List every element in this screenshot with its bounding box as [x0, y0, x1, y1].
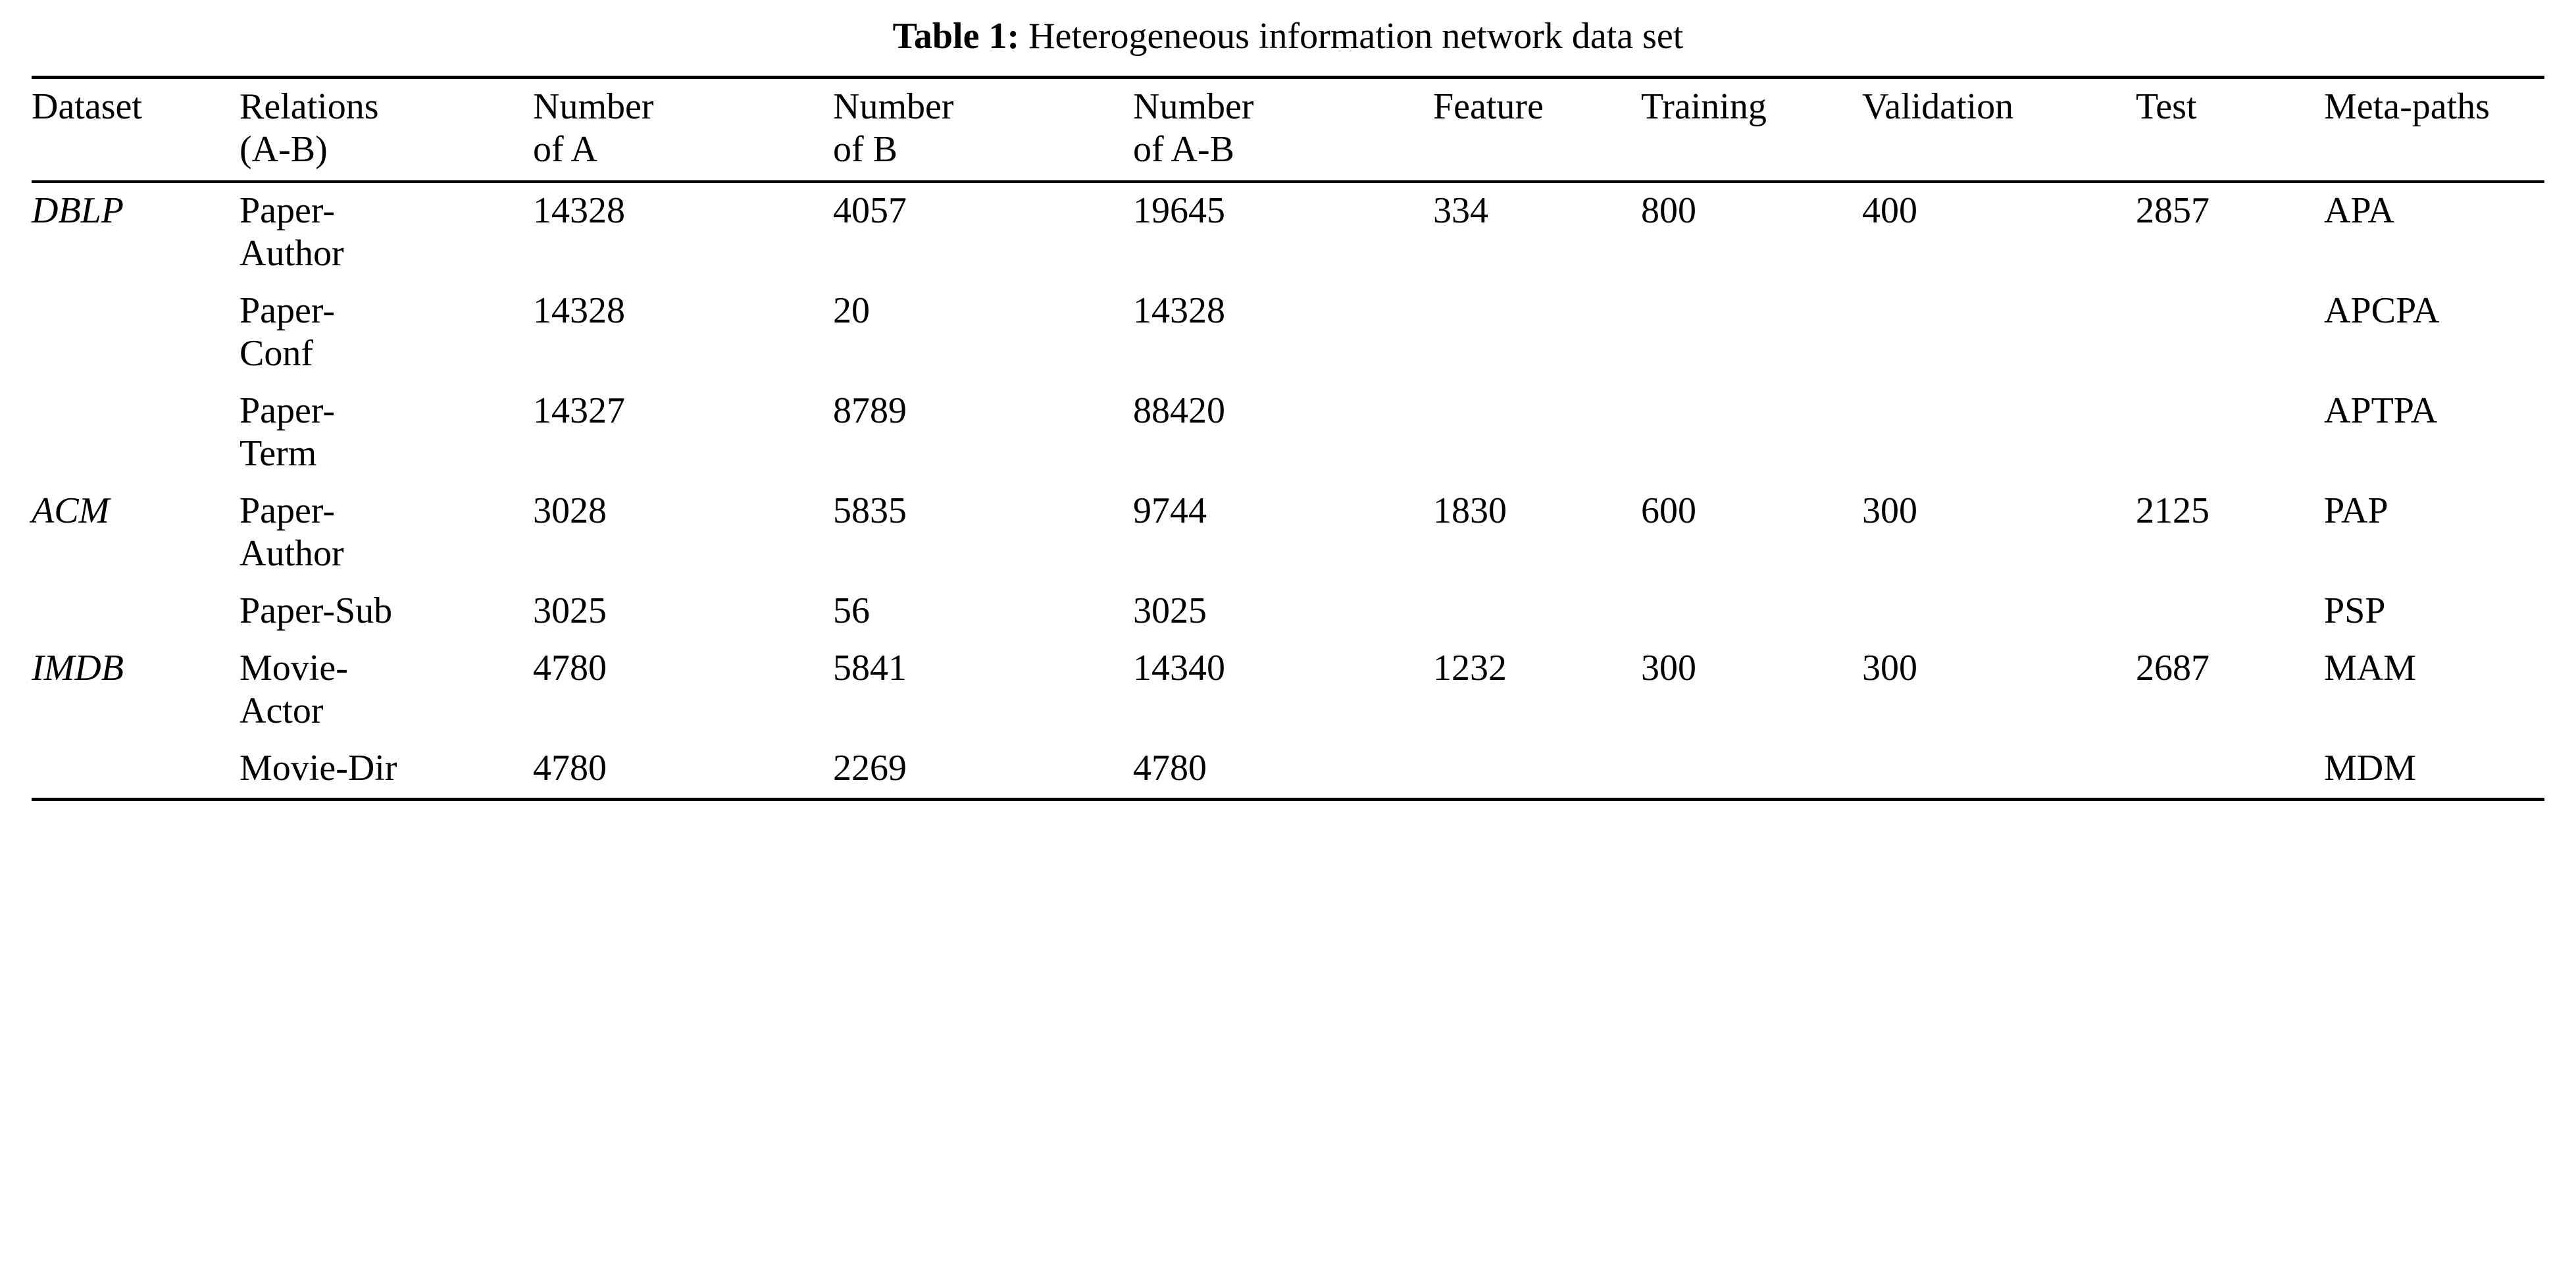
relation-line2: Author — [240, 532, 344, 574]
cell-feature: 334 — [1433, 182, 1641, 283]
cell-meta-path: MAM — [2324, 647, 2417, 688]
cell-number-of-b: 4057 — [833, 182, 1133, 283]
cell-relation — [240, 483, 533, 583]
bottom-spacer — [32, 801, 2544, 805]
cell-training: 300 — [1641, 647, 1696, 688]
cell-number-of-a: 3025 — [533, 590, 607, 631]
cell-training — [1641, 740, 1862, 798]
header-line1: Number — [833, 86, 954, 128]
cell-relation — [240, 283, 533, 383]
cell-relation — [240, 383, 533, 483]
cell-test — [2136, 283, 2324, 383]
cell-validation — [1862, 383, 2136, 483]
cell-feature — [1433, 740, 1641, 798]
header-line1: Validation — [1862, 86, 2014, 128]
cell-test — [2136, 383, 2324, 483]
cell-feature: 1830 — [1433, 490, 1507, 531]
cell-number-of-b: 8789 — [833, 390, 907, 431]
cell-number-of-a: 4780 — [533, 647, 607, 688]
cell-number-of-ab: 4780 — [1133, 747, 1207, 789]
relation-line1: Paper- — [240, 290, 336, 331]
cell-number-of-b: 2269 — [833, 747, 907, 789]
column-header-relations — [240, 78, 533, 182]
cell-relation — [240, 182, 533, 283]
cell-dataset — [32, 740, 240, 798]
cell-number-of-ab: 14340 — [1133, 647, 1225, 688]
cell-validation: 300 — [1862, 647, 1917, 688]
cell-dataset — [32, 283, 240, 383]
table-row — [32, 383, 2544, 483]
column-header-number-of-a — [533, 78, 833, 182]
header-line2: of A-B — [1133, 129, 1234, 170]
cell-number-of-b: 5841 — [833, 647, 907, 688]
table-row — [32, 583, 2544, 640]
column-header-feature — [1433, 78, 1641, 182]
cell-meta-path: PAP — [2324, 490, 2388, 531]
cell-number-of-b: 5835 — [833, 490, 907, 531]
cell-test: 2857 — [2136, 182, 2324, 283]
header-line1: Meta-paths — [2324, 86, 2490, 128]
cell-feature — [1433, 283, 1641, 383]
column-header-meta-paths — [2324, 78, 2544, 182]
relation-line1: Paper- — [240, 390, 336, 431]
column-header-test — [2136, 78, 2324, 182]
cell-number-of-a: 3028 — [533, 490, 607, 531]
caption-label: Table 1: — [892, 16, 1020, 57]
table-body — [32, 182, 2544, 797]
cell-training — [1641, 283, 1862, 383]
cell-number-of-ab: 3025 — [1133, 590, 1207, 631]
cell-validation — [1862, 283, 2136, 383]
cell-test: 2687 — [2136, 647, 2210, 688]
cell-number-of-ab: 19645 — [1133, 182, 1433, 283]
cell-dataset — [32, 383, 240, 483]
cell-dataset: IMDB — [32, 647, 124, 688]
cell-number-of-a: 4780 — [533, 747, 607, 789]
cell-meta-path: APA — [2324, 182, 2544, 283]
header-line1: Number — [533, 86, 654, 128]
header-line1: Relations — [240, 86, 379, 128]
cell-dataset: ACM — [32, 490, 110, 531]
column-header-number-of-ab — [1133, 78, 1433, 182]
header-line1: Number — [1133, 86, 1254, 128]
table-row — [32, 640, 2544, 740]
cell-meta-path: APCPA — [2324, 290, 2440, 331]
relation-line2: Author — [240, 233, 344, 274]
cell-number-of-ab: 14328 — [1133, 290, 1225, 331]
column-header-number-of-b — [833, 78, 1133, 182]
relation-line1: Paper- — [240, 490, 336, 531]
column-header-training — [1641, 78, 1862, 182]
cell-test — [2136, 583, 2324, 640]
cell-number-of-a: 14328 — [533, 182, 833, 283]
cell-test — [2136, 740, 2324, 798]
cell-dataset — [32, 583, 240, 640]
relation-line1: Movie- — [240, 647, 348, 688]
cell-number-of-a: 14328 — [533, 290, 625, 331]
cell-number-of-ab: 88420 — [1133, 390, 1225, 431]
table-row — [32, 182, 2544, 283]
cell-training — [1641, 383, 1862, 483]
cell-dataset: DBLP — [32, 182, 240, 283]
cell-training: 600 — [1641, 490, 1696, 531]
cell-meta-path: APTPA — [2324, 390, 2438, 431]
header-line2: of A — [533, 129, 597, 170]
cell-training — [1641, 583, 1862, 640]
cell-training: 800 — [1641, 182, 1862, 283]
cell-validation: 400 — [1862, 182, 2136, 283]
caption-text: Heterogeneous information network data set — [1028, 16, 1684, 57]
cell-meta-path: MDM — [2324, 747, 2417, 789]
cell-validation — [1862, 583, 2136, 640]
cell-number-of-ab: 9744 — [1133, 490, 1207, 531]
table-row — [32, 740, 2544, 798]
cell-validation — [1862, 740, 2136, 798]
cell-relation — [240, 640, 533, 740]
cell-number-of-a: 14327 — [533, 390, 625, 431]
cell-feature: 1232 — [1433, 647, 1507, 688]
header-line1: Dataset — [32, 86, 142, 128]
cell-relation — [240, 583, 533, 640]
cell-number-of-b: 20 — [833, 290, 870, 331]
relation-line1: Paper- — [240, 190, 336, 232]
relation-line2: Term — [240, 432, 317, 474]
cell-meta-path: PSP — [2324, 590, 2386, 631]
column-header-validation — [1862, 78, 2136, 182]
table-row — [32, 283, 2544, 383]
relation-line2: Actor — [240, 690, 324, 731]
relation-line2: Conf — [240, 332, 313, 374]
table-header — [32, 78, 2544, 182]
table-row — [32, 483, 2544, 583]
header-line2: (A-B) — [240, 129, 328, 170]
header-line1: Training — [1641, 86, 1767, 128]
data-table — [32, 76, 2544, 797]
cell-validation: 300 — [1862, 490, 1917, 531]
cell-test: 2125 — [2136, 490, 2210, 531]
relation-line1: Movie-Dir — [240, 747, 397, 789]
header-line1: Feature — [1433, 86, 1544, 128]
header-row — [32, 78, 2544, 182]
header-line2: of B — [833, 129, 897, 170]
cell-relation — [240, 740, 533, 798]
column-header-dataset — [32, 78, 240, 182]
cell-feature — [1433, 583, 1641, 640]
table-caption — [32, 14, 2544, 59]
cell-feature — [1433, 383, 1641, 483]
relation-line1: Paper-Sub — [240, 590, 393, 631]
cell-number-of-b: 56 — [833, 590, 870, 631]
header-line1: Test — [2136, 86, 2197, 128]
